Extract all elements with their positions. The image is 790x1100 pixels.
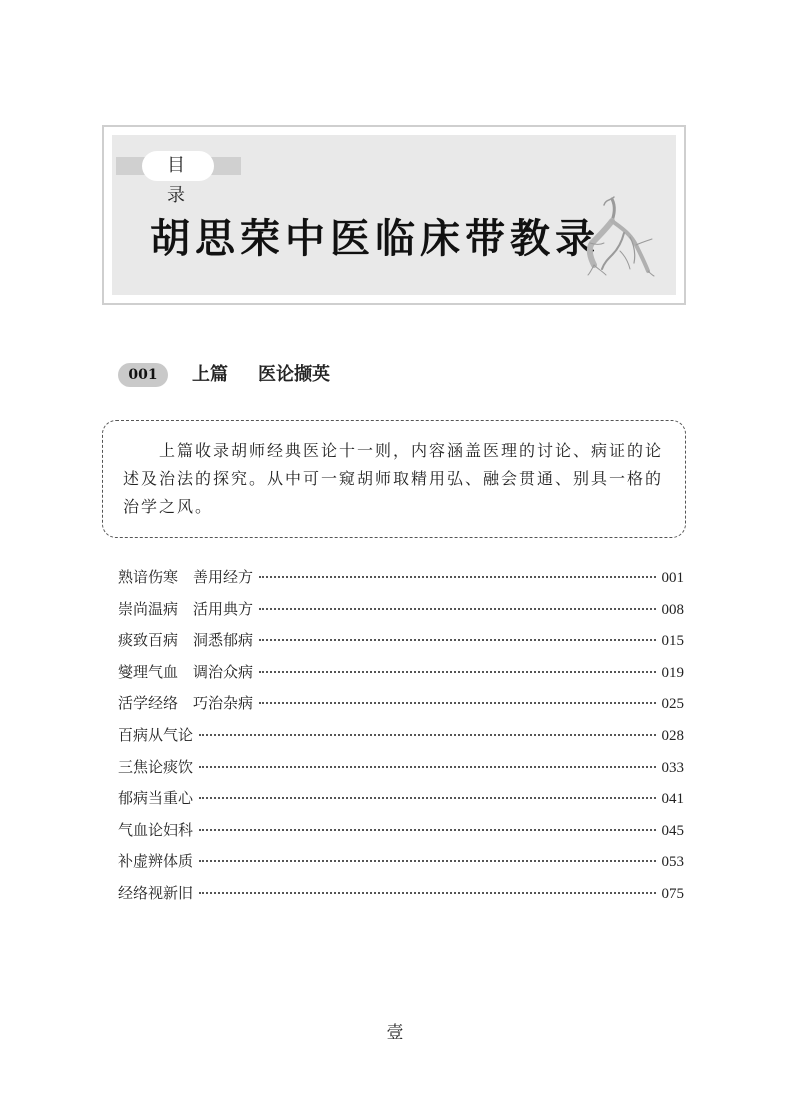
toc-leader-dots <box>259 671 655 673</box>
title-banner <box>102 125 686 305</box>
toc-leader-dots <box>199 797 655 799</box>
toc-leader-dots <box>259 608 655 610</box>
toc-entry-title: 气血论妇科 <box>118 820 194 839</box>
toc-entry-page: 015 <box>661 633 684 650</box>
toc-entry[interactable] <box>118 756 684 788</box>
toc-entry[interactable] <box>118 692 684 724</box>
toc-entry[interactable] <box>118 598 684 630</box>
toc-entry-title: 三焦论痰饮 <box>118 757 194 776</box>
toc-entry[interactable] <box>118 819 684 851</box>
section-title: 医论撷英 <box>258 364 330 385</box>
section-number-badge: 001 <box>118 363 168 387</box>
toc-entry-page: 053 <box>661 854 684 871</box>
toc-entry-page: 033 <box>661 759 684 776</box>
toc-entry[interactable] <box>118 850 684 882</box>
toc-entry-page: 001 <box>661 570 684 586</box>
toc-entry-title: 郁病当重心 <box>118 789 194 808</box>
toc-entry-title: 熟谙伤寒 善用经方 <box>118 568 254 586</box>
toc-entry[interactable] <box>118 724 684 756</box>
page-number: 壹 <box>386 1023 404 1043</box>
toc-entry-page: 025 <box>661 696 684 713</box>
toc-leader-dots <box>259 639 655 641</box>
toc-label: 目 录 <box>142 151 214 181</box>
book-title: 胡思荣中医临床带教录 <box>150 215 600 262</box>
toc-entry[interactable] <box>118 629 684 661</box>
toc-entry[interactable] <box>118 566 684 598</box>
toc-entry[interactable] <box>118 787 684 819</box>
title-banner-panel <box>112 135 676 295</box>
toc-entry-page: 008 <box>661 601 684 618</box>
toc-leader-dots <box>199 734 655 736</box>
ginseng-root-icon <box>584 193 656 277</box>
toc-entry-title: 活学经络 巧治杂病 <box>118 694 254 713</box>
toc-entry-page: 028 <box>661 727 684 744</box>
toc-entry-title: 痰致百病 洞悉郁病 <box>118 631 254 650</box>
toc-entry-page: 041 <box>661 791 684 808</box>
toc-entry-title: 崇尚温病 活用典方 <box>118 599 254 618</box>
toc-leader-dots <box>199 829 655 831</box>
toc-entry-page: 045 <box>661 822 684 839</box>
toc-entry-page: 075 <box>661 885 684 902</box>
section-part-label: 上篇 <box>192 364 228 385</box>
toc-entry-page: 019 <box>661 664 684 681</box>
toc-entry-title: 百病从气论 <box>118 725 194 744</box>
toc-leader-dots <box>199 766 655 768</box>
toc-entry[interactable] <box>118 882 684 914</box>
toc-entry[interactable] <box>118 661 684 693</box>
toc-leader-dots <box>199 860 655 862</box>
toc-entry-title: 燮理气血 调治众病 <box>118 662 254 681</box>
intro-text: 上篇收录胡师经典医论十一则，内容涵盖医理的讨论、病证的论述及治法的探究。从中可一窥胡师取精用弘、融会贯通、别具一格的治学之风。 <box>123 441 664 516</box>
intro-box <box>102 420 686 538</box>
toc-entry-title: 经络视新旧 <box>118 883 194 902</box>
toc-leader-dots <box>199 892 655 894</box>
toc-leader-dots <box>259 702 655 704</box>
toc-list <box>118 566 684 914</box>
toc-leader-dots <box>259 576 655 578</box>
toc-entry-title: 补虚辨体质 <box>118 852 194 871</box>
